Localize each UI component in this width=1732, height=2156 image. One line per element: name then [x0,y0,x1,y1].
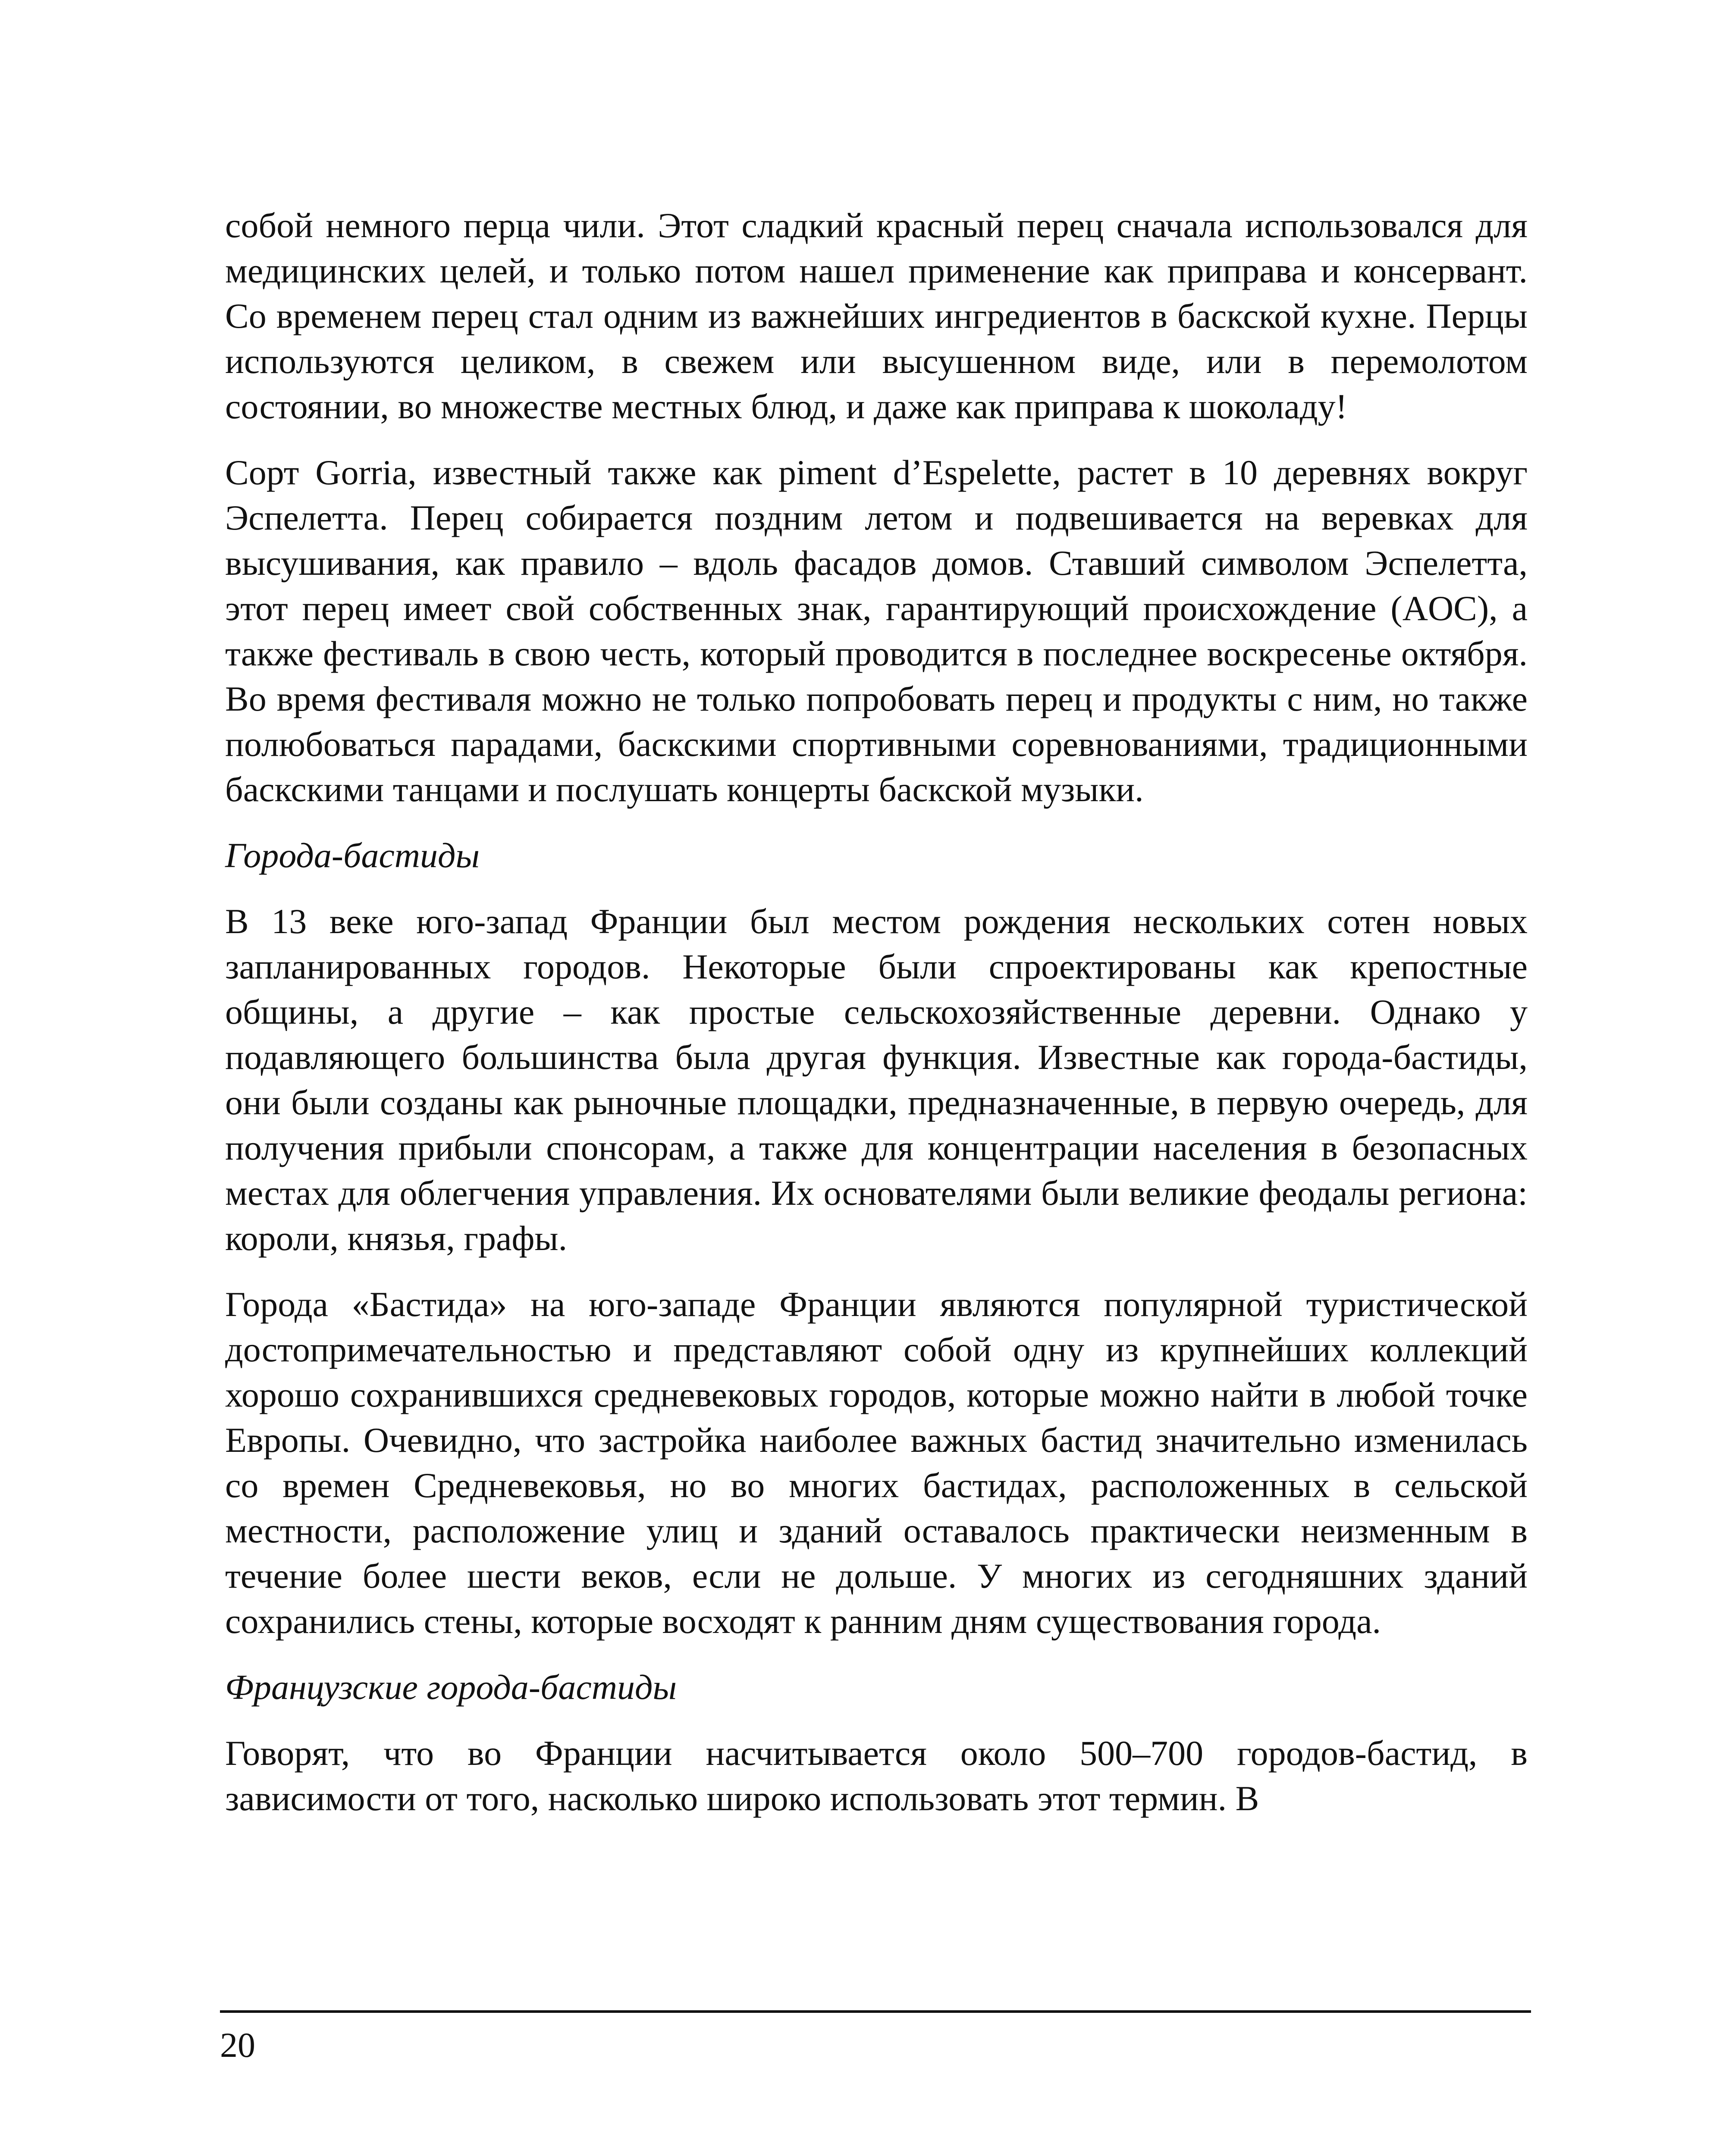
paragraph-bastides-tourism: Города «Бастида» на юго-западе Франции являются популярной туристической достопримечательностью и представляют собой одну из крупнейших коллекций хорошо сохранившихся средневековых городов, которые можно найти в любой точке Европы. Очевидно, что застройка наиболее важных бастид значительно изменилась со времен Средневековья, но во многих бастидах, расположенных в сельской местности, расположение улиц и зданий оставалось практически неизменным в течение более шести веков, если не дольше. У многих из сегодняшних зданий сохранились стены, которые восходят к ранним дням существования города. [225,1285,1528,1641]
page-body [225,203,1528,1821]
paragraph-gorria: Сорт Gorria, известный также как piment d’Espelette, растет в 10 деревнях вокруг Эспелетта. Перец собирается поздним летом и подвешивается на веревках для высушивания, как правило – вдоль фасадов домов. Ставший символом Эспелетта, этот перец имеет свой собственных знак, гарантирующий происхождение (AOC), а также фестиваль в свою честь, который проводится в последнее воскресенье октября. Во время фестиваля можно не только попробовать перец и продукты с ним, но также полюбоваться парадами, баскскими спортивными соревнованиями, традиционными баскскими танцами и послушать концерты баскской музыки. [225,453,1528,809]
section-heading-french-bastides: Французские города-бастиды [225,1667,677,1707]
footer-divider [220,2010,1531,2013]
paragraph-pepper-intro: собой немного перца чили. Этот сладкий красный перец сначала использовался для медицинских целей, и только потом нашел применение как приправа и консервант. Со временем перец стал одним из важнейших ингредиентов в баскской кухне. Перцы используются целиком, в свежем или высушенном виде, или в перемолотом состоянии, во множестве местных блюд, и даже как приправа к шоколаду! [225,206,1528,426]
page-number: 20 [220,2025,255,2065]
paragraph-french-bastides-count: Говорят, что во Франции насчитывается около 500–700 городов-бастид, в зависимости от того, насколько широко использовать этот термин. В [225,1733,1528,1818]
section-heading-bastides: Города-бастиды [225,836,480,875]
paragraph-bastides-history: В 13 веке юго-запад Франции был местом рождения нескольких сотен новых запланированных городов. Некоторые были спроектированы как крепостные общины, а другие – как простые сельскохозяйственные деревни. Однако у подавляющего большинства была другая функция. Известные как города-бастиды, они были созданы как рыночные площадки, предназначенные, в первую очередь, для получения прибыли спонсорам, а также для концентрации населения в безопасных местах для облегчения управления. Их основателями были великие феодалы региона: короли, князья, графы. [225,902,1528,1258]
